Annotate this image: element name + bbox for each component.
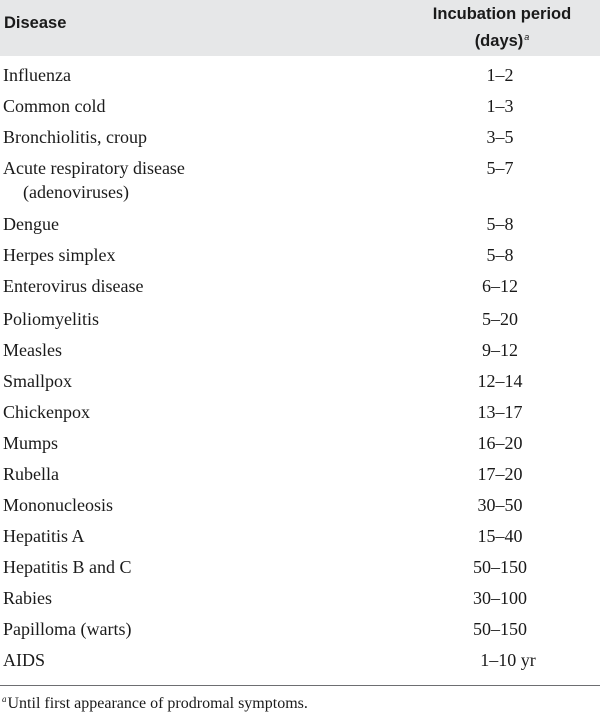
table-row (0, 582, 600, 613)
disease-cell (3, 156, 185, 204)
table-row (0, 458, 600, 489)
header-incubation-line2: (days) (474, 32, 524, 50)
table-row (0, 208, 600, 239)
disease-cell: Influenza (3, 65, 71, 85)
period-cell: 1–10 yr (480, 650, 536, 670)
table-row (0, 396, 600, 427)
disease-cell: Herpes simplex (3, 245, 116, 265)
table-row (0, 301, 600, 334)
table-row (0, 551, 600, 582)
table-row (0, 90, 600, 121)
table-footnote (2, 694, 308, 713)
disease-line1: Acute respiratory disease (3, 158, 185, 178)
period-cell: 12–14 (477, 371, 523, 391)
disease-cell: Rabies (3, 588, 52, 608)
period-cell: 5–8 (486, 214, 514, 234)
disease-cell: Dengue (3, 214, 59, 234)
table-row (0, 613, 600, 644)
disease-cell: Papilloma (warts) (3, 619, 132, 639)
disease-cell: Hepatitis B and C (3, 557, 132, 577)
period-cell: 17–20 (477, 464, 523, 484)
period-cell: 15–40 (477, 526, 523, 546)
period-cell: 5–7 (486, 158, 514, 178)
period-cell: 50–150 (473, 557, 527, 577)
period-cell: 1–2 (486, 65, 514, 85)
table-row (0, 152, 600, 208)
footnote-text: Until first appearance of prodromal symptoms. (7, 695, 308, 712)
disease-cell: Mononucleosis (3, 495, 113, 515)
disease-cell: Mumps (3, 433, 59, 453)
table-body (0, 59, 600, 675)
period-cell: 30–100 (473, 588, 527, 608)
table-bottom-rule (0, 685, 600, 686)
table-row (0, 59, 600, 90)
header-incubation-line1: Incubation period (432, 5, 572, 23)
table-row (0, 520, 600, 551)
disease-cell: Rubella (3, 464, 59, 484)
disease-cell: Common cold (3, 96, 106, 116)
period-cell: 13–17 (477, 402, 523, 422)
period-cell: 3–5 (486, 127, 514, 147)
period-cell: 5–20 (482, 309, 518, 329)
disease-cell: Enterovirus disease (3, 276, 144, 296)
disease-cell: Poliomyelitis (3, 309, 100, 329)
period-cell: 30–50 (477, 495, 523, 515)
table-row (0, 489, 600, 520)
period-cell: 5–8 (486, 245, 514, 265)
disease-cell: Bronchiolitis, croup (3, 127, 147, 147)
table-row (0, 644, 600, 675)
disease-cell: Measles (3, 340, 62, 360)
header-incubation-period (412, 3, 592, 53)
header-disease: Disease (4, 14, 67, 32)
table-row (0, 239, 600, 270)
disease-cell: Hepatitis A (3, 526, 85, 546)
table-row (0, 365, 600, 396)
disease-cell: AIDS (3, 650, 46, 670)
table-row (0, 334, 600, 365)
disease-line2: (adenoviruses) (23, 182, 129, 202)
table-row (0, 270, 600, 301)
disease-cell: Chickenpox (3, 402, 90, 422)
period-cell: 16–20 (477, 433, 523, 453)
header-footnote-mark: a (524, 32, 530, 42)
period-cell: 6–12 (482, 276, 518, 296)
table-row (0, 121, 600, 152)
disease-cell: Smallpox (3, 371, 73, 391)
footnote-mark: a (2, 694, 7, 704)
table-header (0, 0, 600, 56)
table-row (0, 427, 600, 458)
period-cell: 1–3 (486, 96, 514, 116)
period-cell: 50–150 (473, 619, 527, 639)
period-cell: 9–12 (482, 340, 518, 360)
